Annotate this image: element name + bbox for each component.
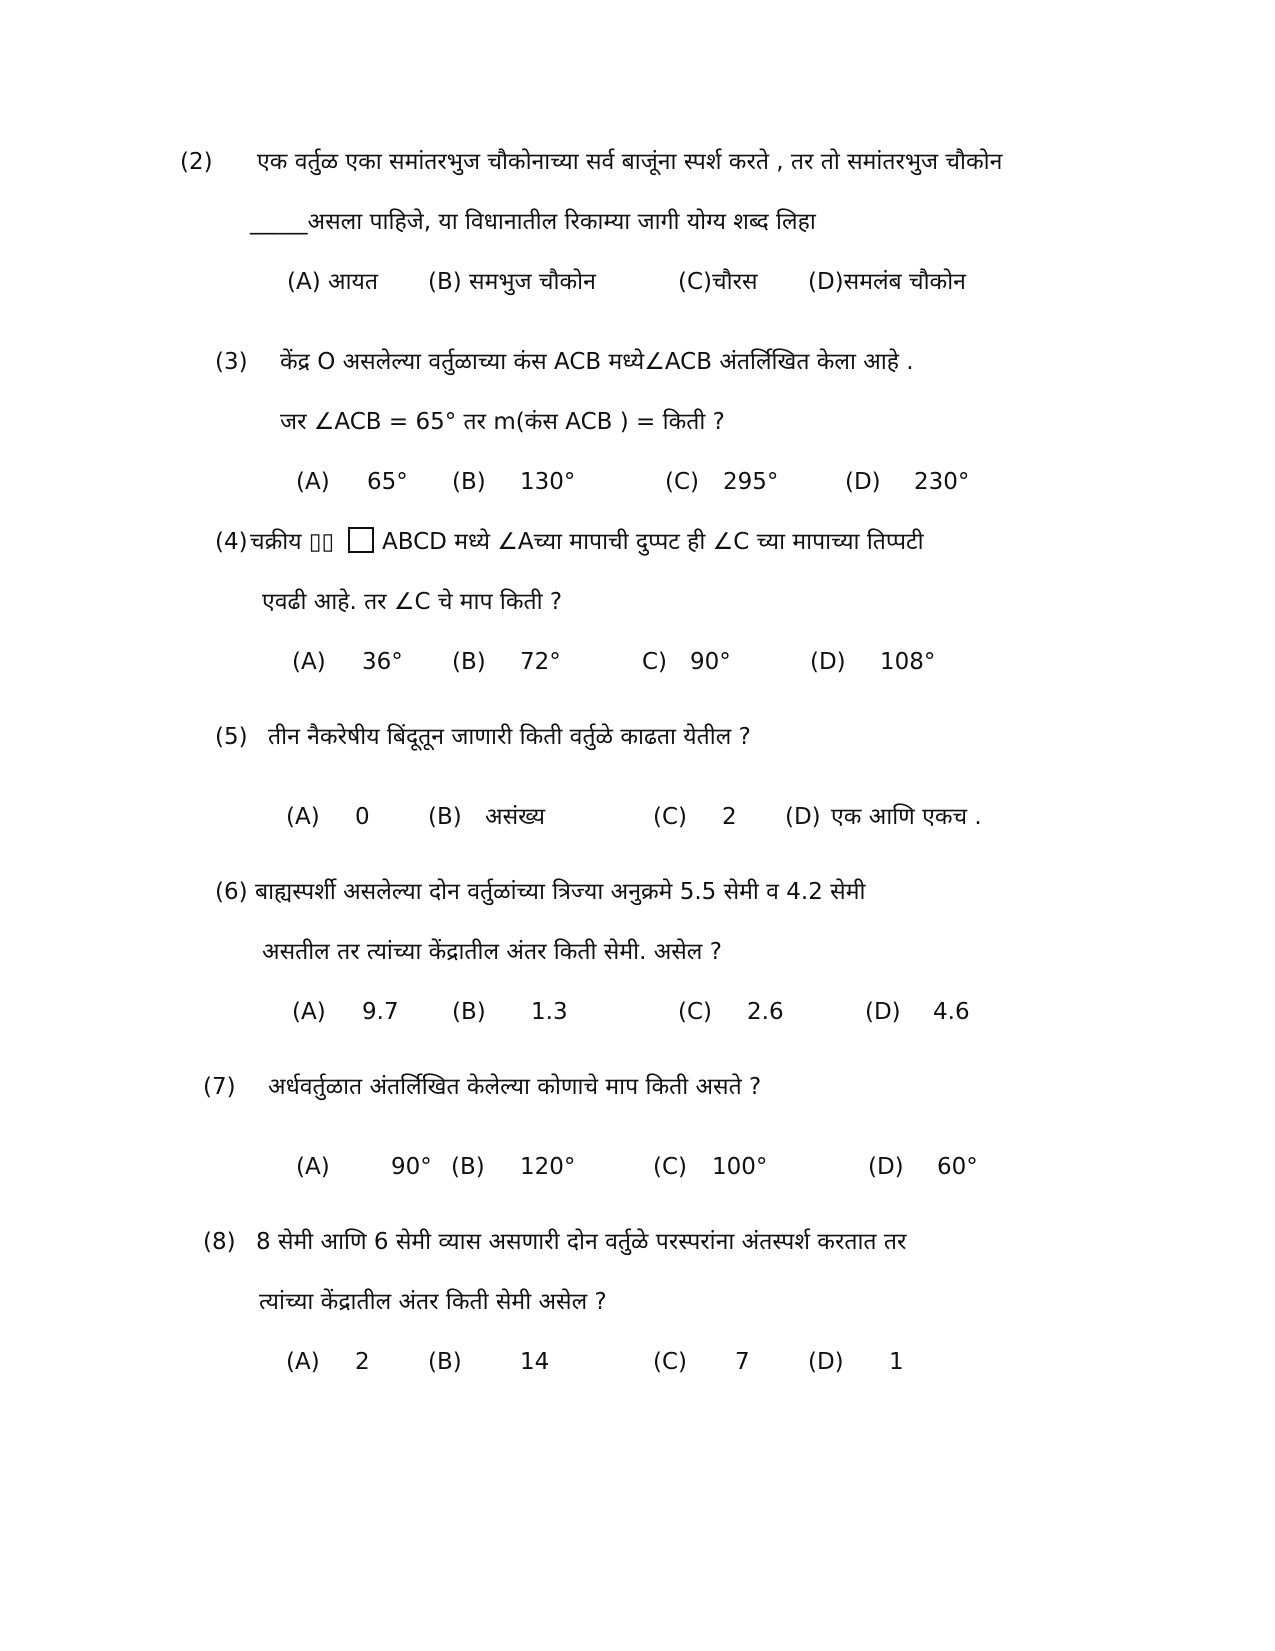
q8-option-a-label: (A): [286, 1349, 320, 1375]
q6-option-c-label: (C): [678, 999, 713, 1025]
q5-text-line1: तीन नैकरेषीय बिंदूतून जाणारी किती वर्तुळे काढता येतील ?: [268, 724, 751, 750]
q4-option-d-label: (D): [810, 649, 846, 675]
q7-option-d-value: 60°: [937, 1154, 978, 1180]
q2-option-c: (C)चौरस: [678, 269, 758, 295]
q5-option-b-value: असंख्य: [485, 804, 545, 830]
q5-option-a-label: (A): [286, 804, 320, 830]
q5-number: (5): [215, 724, 248, 750]
q5-option-c-value: 2: [722, 804, 737, 830]
q6-option-d-value: 4.6: [933, 999, 970, 1025]
q8-option-a-value: 2: [355, 1349, 370, 1375]
q4-option-b-label: (B): [452, 649, 486, 675]
q5-option-d-label: (D): [785, 804, 821, 830]
q3-option-b-label: (B): [452, 469, 486, 495]
q3-option-c-value: 295°: [723, 469, 779, 495]
q2-option-d: (D)समलंब चौकोन: [808, 269, 966, 295]
q7-option-b-value: 120°: [520, 1154, 576, 1180]
q8-text-line1: 8 सेमी आणि 6 सेमी व्यास असणारी दोन वर्तुळे परस्परांना अंतस्पर्श करतात तर: [256, 1229, 907, 1255]
q8-option-b-value: 14: [520, 1349, 550, 1375]
q6-option-c-value: 2.6: [747, 999, 784, 1025]
q8-option-c-value: 7: [735, 1349, 750, 1375]
q6-number: (6): [215, 879, 248, 905]
q2-option-b: (B) समभुज चौकोन: [428, 269, 596, 295]
q3-option-d-value: 230°: [914, 469, 970, 495]
q3-text-line2: जर ∠ACB = 65° तर m(कंस ACB ) = किती ?: [280, 409, 725, 435]
q2-number: (2): [180, 149, 213, 175]
q7-number: (7): [203, 1074, 236, 1100]
q2-option-a: (A) आयत: [287, 269, 378, 295]
q4-option-c-value: 90°: [690, 649, 731, 675]
q5-option-c-label: (C): [653, 804, 688, 830]
q4-option-a-label: (A): [292, 649, 326, 675]
q2-text-line1: एक वर्तुळ एका समांतरभुज चौकोनाच्या सर्व बाजूंना स्पर्श करते , तर तो समांतरभुज चौकोन: [257, 149, 1003, 175]
q8-option-d-value: 1: [889, 1349, 904, 1375]
q3-option-a-value: 65°: [367, 469, 408, 495]
q4-option-c-label: C): [642, 649, 668, 675]
q8-option-c-label: (C): [653, 1349, 688, 1375]
q4-number: (4): [215, 529, 248, 555]
q4-option-d-value: 108°: [880, 649, 936, 675]
q8-text-line2: त्यांच्या केंद्रातील अंतर किती सेमी असेल ?: [259, 1289, 607, 1315]
q6-option-d-label: (D): [865, 999, 901, 1025]
q7-option-d-label: (D): [868, 1154, 904, 1180]
q7-option-c-label: (C): [653, 1154, 688, 1180]
q6-option-a-label: (A): [292, 999, 326, 1025]
q3-text-line1: केंद्र O असलेल्या वर्तुळाच्या कंस ACB मध्ये∠ACB अंतर्लिखित केला आहे .: [280, 349, 914, 375]
q4-option-a-value: 36°: [362, 649, 403, 675]
q4-text-line1-post: ABCD मध्ये ∠Aच्या मापाची दुप्पट ही ∠C च्या मापाच्या तिप्पटी: [382, 529, 924, 555]
q8-option-b-label: (B): [428, 1349, 462, 1375]
q4-text-line1-pre: चक्रीय ▯▯: [250, 529, 335, 555]
q5-option-b-label: (B): [428, 804, 462, 830]
q7-option-b-label: (B): [451, 1154, 485, 1180]
q3-option-c-label: (C): [665, 469, 700, 495]
q4-text-line2: एवढी आहे. तर ∠C चे माप किती ?: [262, 589, 563, 615]
q3-option-b-value: 130°: [520, 469, 576, 495]
q7-option-a-label: (A): [296, 1154, 330, 1180]
q7-text-line1: अर्धवर्तुळात अंतर्लिखित केलेल्या कोणाचे माप किती असते ?: [268, 1074, 762, 1100]
q6-text-line1: बाह्यस्पर्शी असलेल्या दोन वर्तुळांच्या त्रिज्या अनुक्रमे 5.5 सेमी व 4.2 सेमी: [255, 879, 866, 905]
q4-option-b-value: 72°: [520, 649, 561, 675]
q8-number: (8): [203, 1229, 236, 1255]
q3-option-d-label: (D): [845, 469, 881, 495]
q3-option-a-label: (A): [296, 469, 330, 495]
q2-text-line2: _____असला पाहिजे, या विधानातील रिकाम्या जागी योग्य शब्द लिहा: [250, 209, 816, 235]
q5-option-a-value: 0: [355, 804, 370, 830]
q3-number: (3): [215, 349, 248, 375]
q6-option-a-value: 9.7: [362, 999, 399, 1025]
q5-option-d-value: एक आणि एकच .: [831, 804, 982, 830]
q6-option-b-label: (B): [452, 999, 486, 1025]
q8-option-d-label: (D): [808, 1349, 844, 1375]
q7-option-a-value: 90°: [391, 1154, 432, 1180]
quadrilateral-symbol-icon: [344, 527, 378, 558]
q7-option-c-value: 100°: [712, 1154, 768, 1180]
q6-option-b-value: 1.3: [531, 999, 568, 1025]
q6-text-line2: असतील तर त्यांच्या केंद्रातील अंतर किती सेमी. असेल ?: [262, 939, 722, 965]
